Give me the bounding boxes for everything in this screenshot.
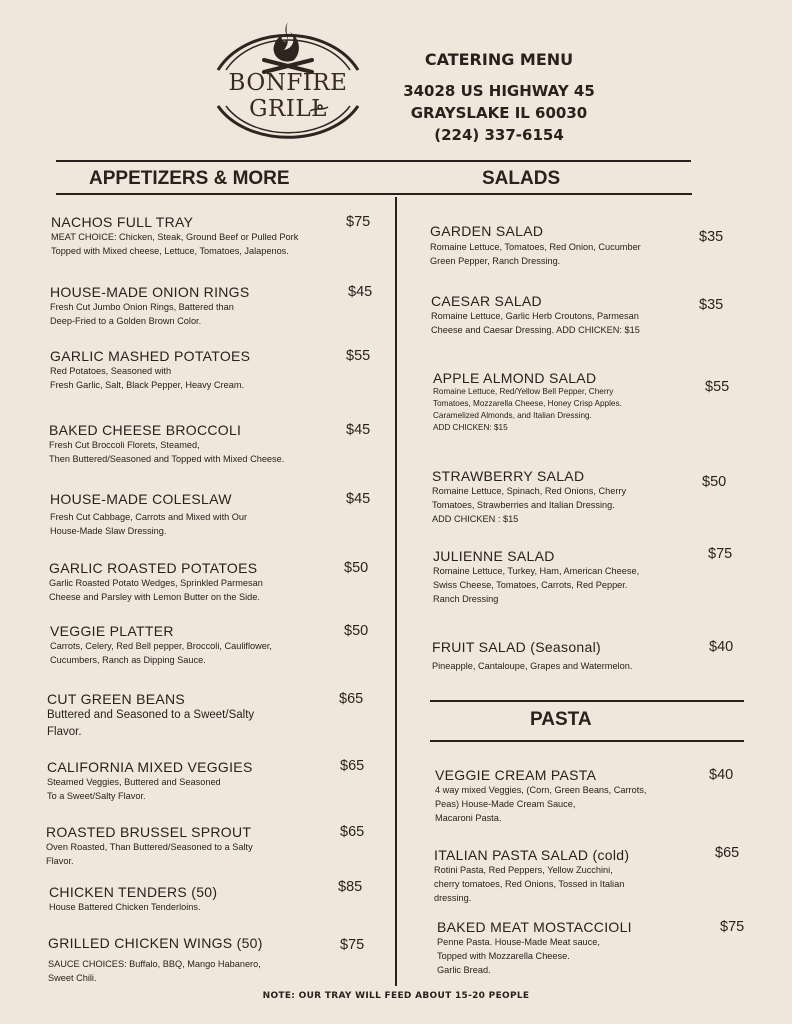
item-price: $75 (340, 937, 365, 953)
item-description: Romaine Lettuce, Red/Yellow Bell Pepper, Cherry Tomatoes, Mozzarella Cheese, Honey Crisp Apples. Caramelized Almonds, and Italian Dressing. ADD CHICKEN: $15 (433, 387, 622, 432)
item-name: JULIENNE SALAD (433, 548, 555, 564)
item-name: HOUSE-MADE ONION RINGS (50, 284, 250, 300)
item-description: Carrots, Celery, Red Bell pepper, Broccoli, Cauliflower, Cucumbers, Ranch as Dipping Sauce. (50, 641, 272, 665)
item-price: $40 (709, 767, 734, 783)
divider-top (56, 160, 691, 162)
section-title-salads: SALADS (482, 168, 561, 189)
item-price: $75 (346, 214, 371, 230)
item-name: CALIFORNIA MIXED VEGGIES (47, 759, 253, 775)
menu-item (50, 284, 250, 328)
menu-item (49, 884, 217, 914)
item-name: ITALIAN PASTA SALAD (cold) (434, 847, 630, 863)
item-description: Garlic Roasted Potato Wedges, Sprinkled Parmesan Cheese and Parsley with Lemon Butter on the Side. (49, 578, 263, 602)
item-name: CAESAR SALAD (431, 293, 542, 309)
menu-item (49, 560, 263, 604)
item-description: Pineapple, Cantaloupe, Grapes and Watermelon. (432, 661, 633, 671)
item-name: HOUSE-MADE COLESLAW (50, 491, 232, 507)
menu-item (48, 935, 263, 985)
item-name: CHICKEN TENDERS (50) (49, 884, 218, 900)
pasta-rule-top (430, 700, 744, 702)
item-price: $50 (702, 474, 727, 490)
item-name: ROASTED BRUSSEL SPROUT (46, 824, 252, 840)
item-name: GRILLED CHICKEN WINGS (50) (48, 935, 263, 951)
address-line-1: 34028 US HIGHWAY 45 (403, 82, 595, 100)
item-description: Fresh Cut Cabbage, Carrots and Mixed with Our House-Made Slaw Dressing. (50, 512, 248, 536)
item-price: $35 (699, 229, 724, 245)
item-price: $35 (699, 297, 724, 313)
item-price: $55 (705, 379, 730, 395)
item-name: FRUIT SALAD (Seasonal) (432, 639, 601, 655)
menu-title: CATERING MENU (424, 50, 574, 69)
item-price: $65 (340, 824, 365, 840)
menu-item (433, 548, 639, 606)
pasta-rule-bottom (430, 740, 744, 742)
item-name: VEGGIE PLATTER (50, 623, 174, 639)
menu-item (49, 422, 284, 466)
item-name: BAKED CHEESE BROCCOLI (49, 422, 242, 438)
item-name: APPLE ALMOND SALAD (433, 370, 597, 386)
item-description: House Battered Chicken Tenderloins. (49, 902, 201, 912)
menu-item (432, 639, 632, 673)
item-price: $65 (340, 758, 365, 774)
item-description: Penne Pasta. House-Made Meat sauce, Topped with Mozzarella Cheese. Garlic Bread. (437, 937, 600, 975)
divider-header (56, 193, 692, 195)
item-description: Romaine Lettuce, Turkey, Ham, American Cheese, Swiss Cheese, Tomatoes, Carrots, Red Pepper. Ranch Dressing (433, 566, 640, 604)
item-description: Romaine Lettuce, Garlic Herb Croutons, Parmesan Cheese and Caesar Dressing. ADD CHICKEN: $15 (431, 311, 640, 335)
menu-item (435, 767, 646, 825)
item-description: Steamed Veggies, Buttered and Seasoned To a Sweet/Salty Flavor. (47, 777, 221, 801)
section-title-appetizers: APPETIZERS & MORE (89, 168, 290, 189)
item-description: SAUCE CHOICES: Buffalo, BBQ, Mango Habanero, Sweet Chili. (48, 959, 261, 983)
item-description: Buttered and Seasoned to a Sweet/Salty Flavor. (47, 709, 255, 738)
menu-item (437, 919, 632, 977)
item-price: $50 (344, 560, 369, 576)
item-price: $45 (348, 284, 373, 300)
phone-number[interactable]: (224) 337-6154 (434, 126, 564, 144)
menu-item (51, 214, 298, 258)
serving-note: NOTE: OUR TRAY WILL FEED ABOUT 15-20 PEOPLE (262, 991, 530, 1001)
item-price: $40 (709, 639, 734, 655)
item-price: $75 (708, 546, 733, 562)
menu-item (50, 623, 272, 667)
menu-item (46, 824, 253, 868)
item-name: GARLIC MASHED POTATOES (50, 348, 251, 364)
section-title-pasta: PASTA (530, 709, 592, 730)
item-description: Oven Roasted, Than Buttered/Seasoned to a Salty Flavor. (46, 842, 253, 866)
flame-icon (274, 22, 299, 62)
item-description: Romaine Lettuce, Spinach, Red Onions, Cherry Tomatoes, Strawberries and Italian Dressing. ADD CHICKEN : $15 (432, 486, 627, 524)
item-price: $75 (720, 919, 745, 935)
item-price: $85 (338, 879, 363, 895)
item-description: MEAT CHOICE: Chicken, Steak, Ground Beef or Pulled Pork Topped with Mixed cheese, Lettuce, Tomatoes, Jalapenos. (51, 232, 299, 256)
item-price: $55 (346, 348, 371, 364)
column-divider (395, 197, 397, 986)
item-description: Red Potatoes, Seasoned with Fresh Garlic, Salt, Black Pepper, Heavy Cream. (50, 366, 245, 390)
item-price: $50 (344, 623, 369, 639)
item-price: $65 (339, 691, 364, 707)
menu-item (47, 759, 253, 803)
item-description: Fresh Cut Broccoli Florets, Steamed, Then Buttered/Seasoned and Topped with Mixed Cheese. (49, 440, 285, 464)
item-name: CUT GREEN BEANS (47, 691, 186, 707)
item-price: $45 (346, 422, 371, 438)
item-name: STRAWBERRY SALAD (432, 468, 585, 484)
item-name: VEGGIE CREAM PASTA (435, 767, 597, 783)
item-name: GARLIC ROASTED POTATOES (49, 560, 258, 576)
brand-name: BONFIRE GRILL (228, 70, 348, 122)
menu-item (432, 468, 626, 526)
menu-item (431, 293, 640, 337)
menu-item (50, 491, 247, 538)
item-name: BAKED MEAT MOSTACCIOLI (437, 919, 632, 935)
item-description: Romaine Lettuce, Tomatoes, Red Onion, Cucumber Green Pepper, Ranch Dressing. (430, 242, 641, 266)
menu-item (47, 691, 254, 741)
item-description: 4 way mixed Veggies, (Corn, Green Beans, Carrots, Peas) House-Made Cream Sauce, Macaroni Pasta. (435, 785, 647, 823)
item-price: $45 (346, 491, 371, 507)
item-name: NACHOS FULL TRAY (51, 214, 194, 230)
menu-item (430, 223, 641, 268)
item-description: Fresh Cut Jumbo Onion Rings, Battered than Deep-Fried to a Golden Brown Color. (50, 302, 234, 326)
menu-item (434, 847, 629, 905)
menu-item (433, 370, 622, 434)
item-description: Rotini Pasta, Red Peppers, Yellow Zucchini, cherry tomatoes, Red Onions, Tossed in Italian dressing. (434, 865, 625, 903)
menu-item (50, 348, 250, 392)
item-price: $65 (715, 845, 740, 861)
item-name: GARDEN SALAD (430, 223, 544, 239)
address-line-2: GRAYSLAKE IL 60030 (410, 104, 588, 122)
